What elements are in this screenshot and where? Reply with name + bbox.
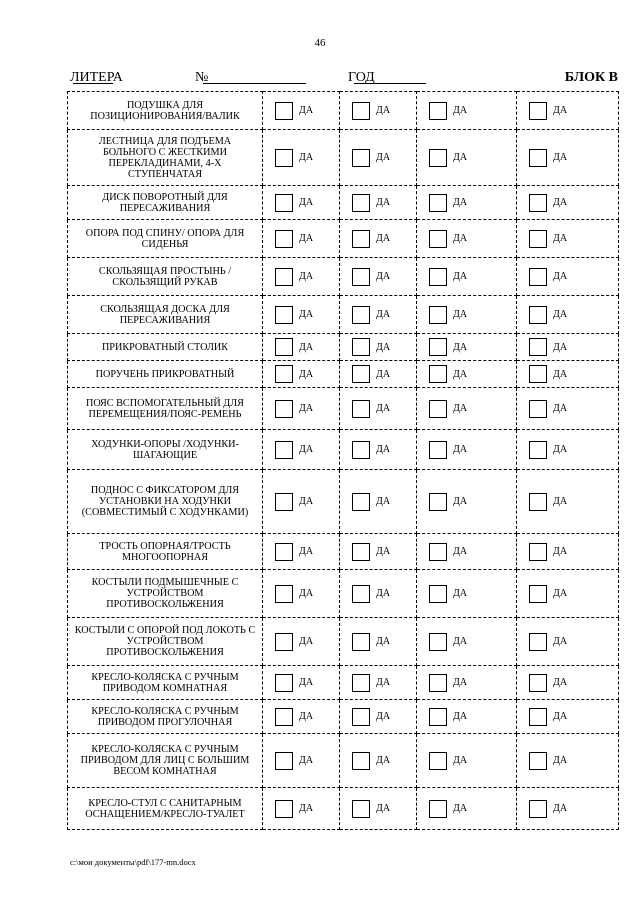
yes-checkbox[interactable] [429, 306, 447, 324]
item-label: СКОЛЬЗЯЩАЯ ДОСКА ДЛЯ ПЕРЕСАЖИВАНИЯ [68, 296, 263, 334]
yes-label: ДА [453, 444, 468, 456]
yes-checkbox[interactable] [352, 633, 370, 651]
item-label: ТРОСТЬ ОПОРНАЯ/ТРОСТЬ МНОГООПОРНАЯ [68, 534, 263, 570]
yes-checkbox[interactable] [429, 102, 447, 120]
item-label: ЛЕСТНИЦА ДЛЯ ПОДЪЕМА БОЛЬНОГО С ЖЕСТКИМИ ПЕРЕКЛАДИНАМИ, 4-Х СТУПЕНЧАТАЯ [68, 130, 263, 186]
option-cell [417, 734, 517, 788]
table-row [68, 788, 619, 830]
table-row [68, 570, 619, 618]
table-row [68, 220, 619, 258]
option-cell [340, 470, 417, 534]
yes-label: ДА [299, 803, 314, 815]
option-cell [417, 666, 517, 700]
option-cell [417, 534, 517, 570]
item-label: КРЕСЛО-КОЛЯСКА С РУЧНЫМ ПРИВОДОМ ПРОГУЛОЧНАЯ [68, 700, 263, 734]
yes-checkbox[interactable] [429, 493, 447, 511]
yes-checkbox[interactable] [529, 194, 547, 212]
yes-label: ДА [376, 444, 391, 456]
yes-label: ДА [299, 546, 314, 558]
option-cell [263, 618, 340, 666]
yes-checkbox[interactable] [275, 441, 293, 459]
equipment-table [67, 91, 619, 830]
yes-label: ДА [299, 233, 314, 245]
option-cell [417, 130, 517, 186]
yes-checkbox[interactable] [429, 149, 447, 167]
year-label: ГОД [348, 70, 375, 85]
yes-label: ДА [299, 105, 314, 117]
yes-checkbox[interactable] [429, 752, 447, 770]
option-cell [263, 700, 340, 734]
yes-checkbox[interactable] [275, 708, 293, 726]
yes-checkbox[interactable] [529, 585, 547, 603]
yes-checkbox[interactable] [529, 708, 547, 726]
yes-checkbox[interactable] [275, 633, 293, 651]
yes-label: ДА [553, 546, 568, 558]
yes-label: ДА [299, 636, 314, 648]
yes-label: ДА [453, 588, 468, 600]
item-label: ПОЯС ВСПОМОГАТЕЛЬНЫЙ ДЛЯ ПЕРЕМЕЩЕНИЯ/ПОЯС-РЕМЕНЬ [68, 388, 263, 430]
option-cell [417, 334, 517, 361]
yes-label: ДА [453, 711, 468, 723]
yes-label: ДА [299, 755, 314, 767]
item-label: ОПОРА ПОД СПИНУ/ ОПОРА ДЛЯ СИДЕНЬЯ [68, 220, 263, 258]
yes-label: ДА [376, 677, 391, 689]
yes-checkbox[interactable] [529, 633, 547, 651]
option-cell [340, 430, 417, 470]
yes-checkbox[interactable] [429, 708, 447, 726]
yes-checkbox[interactable] [429, 230, 447, 248]
yes-checkbox[interactable] [275, 752, 293, 770]
option-cell [417, 361, 517, 388]
yes-checkbox[interactable] [529, 102, 547, 120]
yes-checkbox[interactable] [352, 585, 370, 603]
option-cell [517, 470, 619, 534]
option-cell [417, 470, 517, 534]
yes-label: ДА [376, 755, 391, 767]
option-cell [263, 296, 340, 334]
option-cell [517, 430, 619, 470]
option-cell [517, 220, 619, 258]
item-label: КОСТЫЛИ С ОПОРОЙ ПОД ЛОКОТЬ С УСТРОЙСТВОМ ПРОТИВОСКОЛЬЖЕНИЯ [68, 618, 263, 666]
option-cell [417, 296, 517, 334]
yes-label: ДА [553, 105, 568, 117]
table-row [68, 734, 619, 788]
yes-checkbox[interactable] [275, 338, 293, 356]
yes-checkbox[interactable] [529, 149, 547, 167]
yes-label: ДА [453, 271, 468, 283]
yes-checkbox[interactable] [275, 306, 293, 324]
option-cell [263, 258, 340, 296]
option-cell [417, 186, 517, 220]
yes-checkbox[interactable] [429, 585, 447, 603]
yes-label: ДА [299, 588, 314, 600]
yes-checkbox[interactable] [529, 338, 547, 356]
item-label: ПОДУШКА ДЛЯ ПОЗИЦИОНИРОВАНИЯ/ВАЛИК [68, 92, 263, 130]
item-label: СКОЛЬЗЯЩАЯ ПРОСТЫНЬ /СКОЛЬЗЯЩИЙ РУКАВ [68, 258, 263, 296]
yes-label: ДА [553, 803, 568, 815]
yes-label: ДА [299, 197, 314, 209]
option-cell [263, 388, 340, 430]
yes-label: ДА [376, 105, 391, 117]
yes-checkbox[interactable] [352, 800, 370, 818]
yes-checkbox[interactable] [352, 365, 370, 383]
yes-checkbox[interactable] [352, 493, 370, 511]
page-number: 46 [314, 37, 326, 49]
option-cell [340, 334, 417, 361]
option-cell [517, 618, 619, 666]
yes-label: ДА [376, 271, 391, 283]
yes-checkbox[interactable] [352, 708, 370, 726]
yes-label: ДА [453, 105, 468, 117]
table-row [68, 296, 619, 334]
yes-label: ДА [376, 588, 391, 600]
option-cell [263, 666, 340, 700]
option-cell [340, 618, 417, 666]
yes-label: ДА [376, 496, 391, 508]
yes-label: ДА [299, 496, 314, 508]
yes-label: ДА [553, 677, 568, 689]
yes-label: ДА [453, 341, 468, 353]
option-cell [263, 361, 340, 388]
yes-label: ДА [299, 271, 314, 283]
option-cell [417, 618, 517, 666]
option-cell [263, 334, 340, 361]
yes-checkbox[interactable] [275, 194, 293, 212]
yes-checkbox[interactable] [429, 338, 447, 356]
item-label: ПРИКРОВАТНЫЙ СТОЛИК [68, 334, 263, 361]
option-cell [517, 258, 619, 296]
option-cell [517, 734, 619, 788]
option-cell [517, 788, 619, 830]
yes-label: ДА [553, 496, 568, 508]
yes-checkbox[interactable] [275, 230, 293, 248]
yes-label: ДА [299, 152, 314, 164]
option-cell [417, 700, 517, 734]
yes-checkbox[interactable] [352, 674, 370, 692]
item-label: КРЕСЛО-КОЛЯСКА С РУЧНЫМ ПРИВОДОМ КОМНАТНАЯ [68, 666, 263, 700]
yes-checkbox[interactable] [352, 102, 370, 120]
option-cell [517, 186, 619, 220]
yes-checkbox[interactable] [429, 441, 447, 459]
yes-checkbox[interactable] [429, 194, 447, 212]
yes-checkbox[interactable] [429, 365, 447, 383]
option-cell [417, 430, 517, 470]
table-row [68, 618, 619, 666]
yes-checkbox[interactable] [429, 633, 447, 651]
yes-label: ДА [376, 152, 391, 164]
yes-label: ДА [553, 444, 568, 456]
option-cell [517, 570, 619, 618]
yes-checkbox[interactable] [529, 674, 547, 692]
yes-checkbox[interactable] [352, 306, 370, 324]
yes-label: ДА [553, 309, 568, 321]
option-cell [517, 334, 619, 361]
yes-label: ДА [299, 444, 314, 456]
option-cell [517, 700, 619, 734]
yes-checkbox[interactable] [352, 441, 370, 459]
option-cell [417, 92, 517, 130]
yes-checkbox[interactable] [275, 365, 293, 383]
yes-label: ДА [299, 403, 314, 415]
yes-label: ДА [553, 588, 568, 600]
year-input-line[interactable] [354, 70, 426, 84]
option-cell [417, 258, 517, 296]
yes-checkbox[interactable] [352, 194, 370, 212]
yes-checkbox[interactable] [529, 441, 547, 459]
yes-checkbox[interactable] [529, 306, 547, 324]
item-label: КОСТЫЛИ ПОДМЫШЕЧНЫЕ С УСТРОЙСТВОМ ПРОТИВОСКОЛЬЖЕНИЯ [68, 570, 263, 618]
yes-label: ДА [376, 636, 391, 648]
option-cell [263, 570, 340, 618]
item-label: КРЕСЛО-КОЛЯСКА С РУЧНЫМ ПРИВОДОМ ДЛЯ ЛИЦ С БОЛЬШИМ ВЕСОМ КОМНАТНАЯ [68, 734, 263, 788]
table-row [68, 92, 619, 130]
option-cell [263, 734, 340, 788]
yes-label: ДА [553, 341, 568, 353]
yes-label: ДА [376, 803, 391, 815]
yes-checkbox[interactable] [352, 543, 370, 561]
yes-label: ДА [376, 341, 391, 353]
option-cell [263, 788, 340, 830]
option-cell [340, 296, 417, 334]
table-row [68, 258, 619, 296]
option-cell [517, 296, 619, 334]
yes-checkbox[interactable] [529, 268, 547, 286]
option-cell [263, 430, 340, 470]
option-cell [340, 570, 417, 618]
yes-label: ДА [376, 233, 391, 245]
option-cell [340, 534, 417, 570]
yes-checkbox[interactable] [352, 268, 370, 286]
table-row [68, 186, 619, 220]
yes-checkbox[interactable] [529, 230, 547, 248]
option-cell [340, 734, 417, 788]
option-cell [340, 388, 417, 430]
table-row [68, 130, 619, 186]
yes-label: ДА [553, 233, 568, 245]
option-cell [517, 361, 619, 388]
option-cell [340, 220, 417, 258]
option-cell [417, 788, 517, 830]
yes-checkbox[interactable] [352, 400, 370, 418]
yes-label: ДА [453, 755, 468, 767]
yes-checkbox[interactable] [529, 752, 547, 770]
yes-checkbox[interactable] [275, 800, 293, 818]
number-label: № [195, 70, 209, 85]
table-row [68, 534, 619, 570]
yes-label: ДА [299, 711, 314, 723]
item-label: ПОРУЧЕНЬ ПРИКРОВАТНЫЙ [68, 361, 263, 388]
yes-label: ДА [553, 711, 568, 723]
yes-label: ДА [553, 403, 568, 415]
option-cell [340, 700, 417, 734]
option-cell [340, 258, 417, 296]
option-cell [417, 388, 517, 430]
item-label: ПОДНОС С ФИКСАТОРОМ ДЛЯ УСТАНОВКИ НА ХОДУНКИ (СОВМЕСТИМЫЙ С ХОДУНКАМИ) [68, 470, 263, 534]
yes-checkbox[interactable] [275, 543, 293, 561]
number-input-line[interactable] [203, 70, 306, 84]
yes-checkbox[interactable] [275, 674, 293, 692]
yes-checkbox[interactable] [352, 230, 370, 248]
yes-checkbox[interactable] [275, 268, 293, 286]
yes-label: ДА [376, 546, 391, 558]
yes-checkbox[interactable] [529, 493, 547, 511]
block-label: БЛОК В [564, 70, 618, 85]
option-cell [517, 388, 619, 430]
yes-label: ДА [553, 271, 568, 283]
footer-path: c:\мои документы\pdf\177-mn.docx [70, 857, 196, 867]
option-cell [263, 220, 340, 258]
yes-label: ДА [299, 309, 314, 321]
item-label: ДИСК ПОВОРОТНЫЙ ДЛЯ ПЕРЕСАЖИВАНИЯ [68, 186, 263, 220]
yes-label: ДА [453, 677, 468, 689]
yes-checkbox[interactable] [275, 149, 293, 167]
table-row [68, 388, 619, 430]
table-row [68, 470, 619, 534]
yes-checkbox[interactable] [429, 400, 447, 418]
yes-label: ДА [553, 755, 568, 767]
yes-label: ДА [376, 711, 391, 723]
table-row [68, 700, 619, 734]
yes-label: ДА [453, 152, 468, 164]
option-cell [340, 361, 417, 388]
option-cell [263, 130, 340, 186]
yes-checkbox[interactable] [275, 493, 293, 511]
yes-label: ДА [453, 496, 468, 508]
option-cell [263, 92, 340, 130]
option-cell [340, 130, 417, 186]
option-cell [517, 534, 619, 570]
option-cell [517, 92, 619, 130]
yes-checkbox[interactable] [429, 800, 447, 818]
yes-checkbox[interactable] [429, 543, 447, 561]
yes-checkbox[interactable] [275, 102, 293, 120]
yes-label: ДА [299, 341, 314, 353]
yes-checkbox[interactable] [352, 752, 370, 770]
yes-label: ДА [376, 309, 391, 321]
yes-label: ДА [453, 546, 468, 558]
option-cell [340, 186, 417, 220]
yes-checkbox[interactable] [529, 365, 547, 383]
yes-label: ДА [553, 152, 568, 164]
option-cell [263, 534, 340, 570]
table-row [68, 334, 619, 361]
option-cell [263, 470, 340, 534]
option-cell [517, 666, 619, 700]
yes-label: ДА [453, 197, 468, 209]
yes-label: ДА [553, 197, 568, 209]
yes-label: ДА [453, 403, 468, 415]
option-cell [417, 570, 517, 618]
option-cell [517, 130, 619, 186]
yes-label: ДА [453, 309, 468, 321]
yes-checkbox[interactable] [275, 585, 293, 603]
yes-label: ДА [453, 803, 468, 815]
yes-checkbox[interactable] [529, 400, 547, 418]
option-cell [340, 92, 417, 130]
option-cell [263, 186, 340, 220]
yes-label: ДА [299, 677, 314, 689]
yes-checkbox[interactable] [352, 149, 370, 167]
yes-checkbox[interactable] [529, 543, 547, 561]
yes-label: ДА [553, 636, 568, 648]
yes-label: ДА [453, 636, 468, 648]
yes-label: ДА [453, 233, 468, 245]
yes-label: ДА [453, 368, 468, 380]
yes-checkbox[interactable] [429, 674, 447, 692]
yes-checkbox[interactable] [429, 268, 447, 286]
option-cell [340, 788, 417, 830]
item-label: КРЕСЛО-СТУЛ С САНИТАРНЫМ ОСНАЩЕНИЕМ/КРЕСЛО-ТУАЛЕТ [68, 788, 263, 830]
litera-label: ЛИТЕРА [70, 70, 123, 85]
table-row [68, 361, 619, 388]
yes-label: ДА [376, 368, 391, 380]
litera-input-line[interactable] [73, 70, 113, 84]
table-row [68, 666, 619, 700]
yes-checkbox[interactable] [529, 800, 547, 818]
item-label: ХОДУНКИ-ОПОРЫ /ХОДУНКИ-ШАГАЮЩИЕ [68, 430, 263, 470]
yes-label: ДА [299, 368, 314, 380]
yes-checkbox[interactable] [352, 338, 370, 356]
yes-checkbox[interactable] [275, 400, 293, 418]
table-row [68, 430, 619, 470]
yes-label: ДА [553, 368, 568, 380]
option-cell [340, 666, 417, 700]
yes-label: ДА [376, 197, 391, 209]
option-cell [417, 220, 517, 258]
yes-label: ДА [376, 403, 391, 415]
form-header [70, 70, 618, 90]
